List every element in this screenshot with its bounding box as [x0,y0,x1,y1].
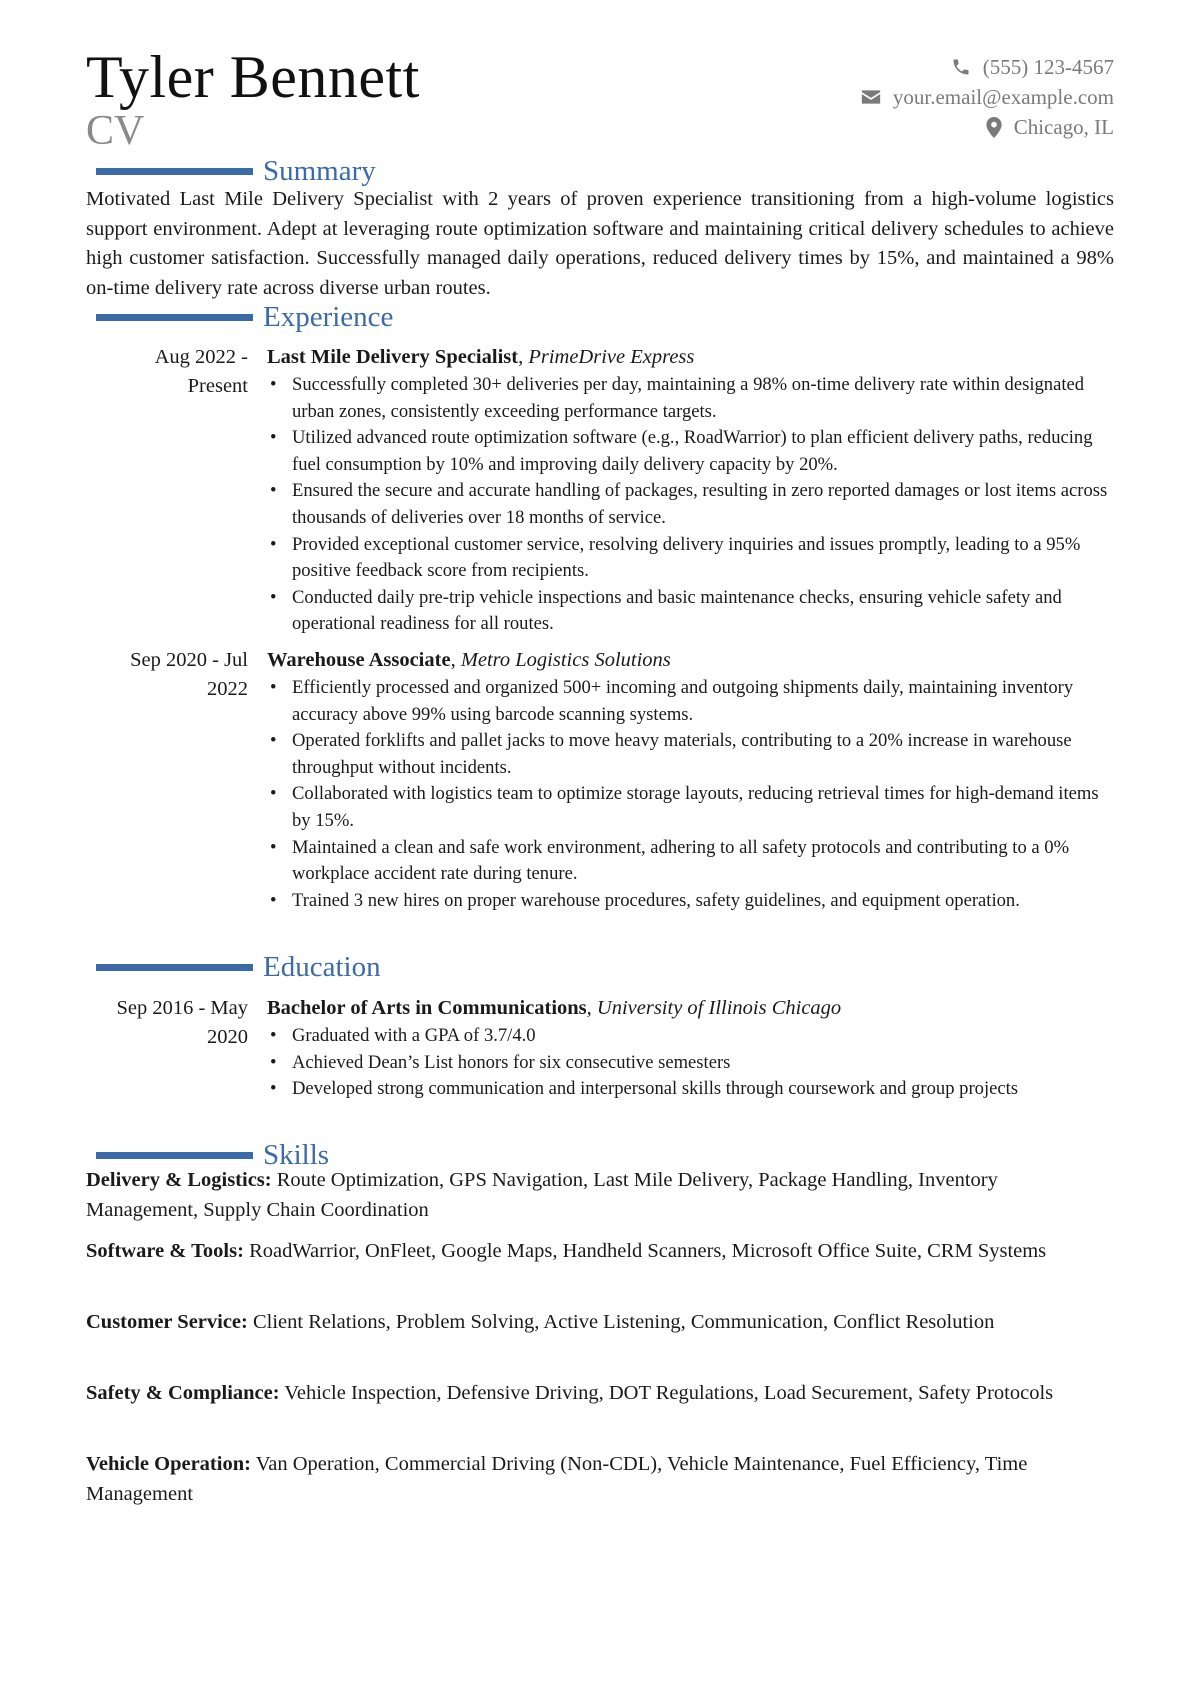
skill-label: Customer Service: [86,1311,248,1333]
job-bullet: • Ensured the secure and accurate handling of packages, resulting in zero reported damages or lost items across thousands of deliveries over 18 months of service. [267,478,1114,531]
skill-label: Delivery & Logistics: [86,1169,272,1191]
phone-icon [951,57,971,77]
phone-text: (555) 123-4567 [982,55,1114,79]
education-title-line: Bachelor of Arts in Communications, University of Illinois Chicago [267,997,842,1019]
job-date-start: Aug 2022 - [154,346,248,368]
education-date-start: Sep 2016 - May [116,997,248,1019]
job-date-end: 2022 [207,678,248,700]
education-bullet: • Developed strong communication and interpersonal skills through coursework and group projects [267,1076,1114,1103]
job-bullet: • Conducted daily pre-trip vehicle inspections and basic maintenance checks, ensuring vehicle safety and operational readiness for all routes. [267,585,1114,638]
job-bullets [267,372,1114,638]
experience-heading [96,301,393,333]
job-bullet: • Utilized advanced route optimization software (e.g., RoadWarrior) to plan efficient delivery paths, reducing fuel consumption by 10% and improving daily delivery capacity by 20%. [267,425,1114,478]
skill-label: Vehicle Operation: [86,1453,251,1475]
job-dates [86,646,248,704]
skill-items: Client Relations, Problem Solving, Active Listening, Communication, Conflict Resolution [252,1311,995,1333]
contact-phone [861,52,1114,82]
job-date-end: Present [187,375,248,397]
skill-group [86,1379,1114,1409]
job-bullet: • Successfully completed 30+ deliveries per day, maintaining a 98% on-time delivery rate within designated urban zones, consistently exceeding performance targets. [267,372,1114,425]
education-heading [96,951,381,983]
school: University of Illinois Chicago [596,997,842,1019]
skill-label: Software & Tools: [86,1240,244,1262]
candidate-name: Tyler Bennett [86,44,420,110]
job-body [267,646,1114,914]
contact-email [861,82,1114,112]
job-date-start: Sep 2020 - Jul [130,649,248,671]
skill-items: RoadWarrior, OnFleet, Google Maps, Handheld Scanners, Microsoft Office Suite, CRM Systems [249,1240,1047,1262]
job-role: Last Mile Delivery Specialist [267,346,519,368]
skill-items: Van Operation, Commercial Driving (Non-CDL), Vehicle Maintenance, Fuel Efficiency, Time Management [86,1453,1028,1505]
job-bullet: • Maintained a clean and safe work environment, adhering to all safety protocols and contributing to a 0% workplace accident rate during tenure. [267,835,1114,888]
section-rule [96,314,253,321]
job-title-line: Warehouse Associate, Metro Logistics Solutions [267,649,671,671]
skill-items: Vehicle Inspection, Defensive Driving, DOT Regulations, Load Securement, Safety Protocols [284,1382,1054,1404]
skill-group [86,1237,1114,1267]
job-bullet: • Operated forklifts and pallet jacks to move heavy materials, contributing to a 20% increase in warehouse throughput without incidents. [267,728,1114,781]
section-rule [96,964,253,971]
job-bullet: • Efficiently processed and organized 500+ incoming and outgoing shipments daily, maintaining inventory accuracy above 99% using barcode scanning systems. [267,675,1114,728]
job-company: Metro Logistics Solutions [460,649,671,671]
degree: Bachelor of Arts in Communications [267,997,587,1019]
skill-label: Safety & Compliance: [86,1382,280,1404]
skill-group [86,1166,1114,1225]
job-bullets [267,675,1114,914]
job-title-line: Last Mile Delivery Specialist, PrimeDrive Express [267,346,695,368]
education-body [267,994,1114,1103]
skill-group [86,1308,1114,1338]
summary-text: Motivated Last Mile Delivery Specialist with 2 years of proven experience transitioning from a high-volume logistics support environment. Adept at leveraging route optimization software and maintaining critical delivery schedules to achieve high customer satisfaction. Successfully managed daily operations, reduced delivery times by 15%, and maintained a 98% on-time delivery rate across diverse urban routes. [86,188,1114,299]
section-rule [96,168,253,175]
email-text: your.email@example.com [892,85,1114,109]
skill-group [86,1450,1114,1509]
job-body [267,343,1114,638]
job-bullet: • Collaborated with logistics team to optimize storage layouts, reducing retrieval times for high-demand items by 15%. [267,781,1114,834]
location-text: Chicago, IL [1013,115,1114,139]
job-dates [86,343,248,401]
envelope-icon [861,89,881,105]
education-date-end: 2020 [207,1026,248,1048]
education-bullet: • Graduated with a GPA of 3.7/4.0 [267,1023,1114,1050]
summary-title: Summary [263,155,376,187]
education-bullets [267,1023,1114,1103]
education-dates [86,994,248,1052]
section-rule [96,1152,253,1159]
document-subtitle: CV [86,108,145,154]
job-company: PrimeDrive Express [528,346,695,368]
job-bullet: • Trained 3 new hires on proper warehouse procedures, safety guidelines, and equipment operation. [267,888,1114,915]
education-title: Education [263,951,381,983]
summary-heading [96,155,376,187]
contact-location [861,112,1114,142]
skill-items: Route Optimization, GPS Navigation, Last Mile Delivery, Package Handling, Inventory Management, Supply Chain Coordination [86,1169,998,1221]
education-bullet: • Achieved Dean’s List honors for six consecutive semesters [267,1050,1114,1077]
experience-title: Experience [263,301,394,333]
contact-block [861,52,1114,142]
job-role: Warehouse Associate [267,649,451,671]
job-bullet: • Provided exceptional customer service, resolving delivery inquiries and issues promptly, leading to a 95% positive feedback score from recipients. [267,532,1114,585]
map-marker-icon [986,117,1002,138]
skills-title: Skills [263,1139,330,1171]
